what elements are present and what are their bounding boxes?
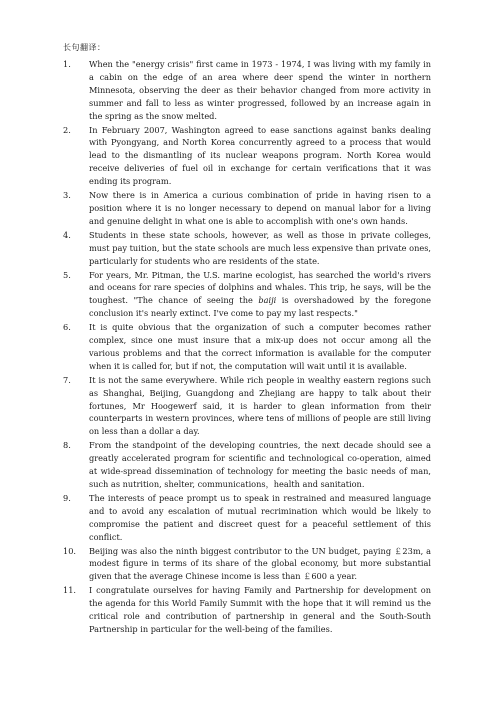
item-text: I congratulate ourselves for having Family and Partnership for development on the agenda for this World Family Summit with the hope that it will remind us the critical role and contribution of partnership in general and the South-South Partnership in particular for the well-being of the families.	[89, 585, 431, 634]
list-item	[63, 189, 431, 228]
list-item	[63, 124, 431, 189]
item-number: 6.	[63, 322, 71, 333]
list-item	[63, 321, 431, 373]
item-number: 4.	[63, 229, 71, 240]
item-text-part: For years, Mr. Pitman, the U.S. marine ecologist, has searched the world's rivers and oceans for rare species of dolphins and whales. This trip, he says, will be the toughest. "The chance of seeing the	[89, 269, 431, 306]
item-number: 5.	[63, 269, 71, 280]
list-item	[63, 439, 431, 491]
item-text: From the standpoint of the developing countries, the next decade should see a greatly accelerated program for scientific and technological co-operation, aimed at wide-spread dissemination of technology for meeting the basic needs of man, such as nutrition, shelter, communications，health and sanitation.	[89, 440, 431, 489]
item-number: 2.	[63, 124, 71, 135]
list-item	[63, 584, 431, 636]
item-number: 11.	[63, 585, 77, 596]
sentence-list	[63, 58, 431, 637]
item-text: Now there is in America a curious combination of pride in having risen to a position where it is no longer necessary to depend on manual labor for a living and genuine delight in what one is able to accomplish with one's own hands.	[89, 190, 431, 226]
item-number: 7.	[63, 374, 71, 385]
item-number: 9.	[63, 492, 71, 503]
item-text: It is quite obvious that the organization of such a computer becomes rather complex, since one must insure that a mix-up does not occur among all the various problems and that the correct information is available for the computer when it is called for, but if not, the computation will wait until it is available.	[89, 322, 431, 371]
item-number: 10.	[63, 545, 77, 556]
item-text: In February 2007, Washington agreed to ease sanctions against banks dealing with Pyongyang, and North Korea concurrently agreed to a process that would lead to the dismantling of its nuclear weapons program. North Korea would receive deliveries of fuel oil in exchange for certain verifications that it was ending its program.	[89, 124, 431, 187]
item-text: When the "energy crisis" first came in 1973 - 1974, I was living with my family in a cabin on the edge of an area where deer spend the winter in northern Minnesota, observing the deer as their behavior changed from more activity in summer and fall to less as winter progressed, followed by an increase again in the spring as the snow melted.	[89, 59, 431, 121]
list-item	[63, 269, 431, 321]
item-number: 1.	[63, 59, 71, 69]
item-text: It is not the same everywhere. While rich people in wealthy eastern regions such as Shanghai, Beijing, Guangdong and Zhejiang are happy to talk about their fortunes, Mr Hoogewerf said, it is harder to glean information from their counterparts in western provinces, where tens of millions of people are still living on less than a dollar a day.	[89, 374, 431, 437]
page-heading: 长句翻译：	[63, 43, 106, 52]
item-text-italic: baiji	[258, 295, 277, 306]
list-item	[63, 229, 431, 268]
list-item	[63, 374, 431, 439]
item-text: The interests of peace prompt us to speak in restrained and measured language and to avoid any escalation of mutual recrimination which would be likely to compromise the patient and discreet quest for a peaceful settlement of this conflict.	[89, 492, 431, 542]
item-text-part: is overshadowed by the foregone conclusion it's nearly extinct. I've come to pay my last respects."	[89, 295, 431, 319]
list-item	[63, 492, 431, 544]
list-item	[63, 545, 431, 584]
item-text: Students in these state schools, however, as well as those in private colleges, must pay tuition, but the state schools are much less expensive than private ones, particularly for students who are residents of the state.	[89, 229, 431, 266]
list-item	[63, 58, 431, 123]
item-number: 3.	[63, 190, 71, 201]
item-number: 8.	[63, 440, 71, 451]
item-text: Beijing was also the ninth biggest contributor to the UN budget, paying ￡23m, a modest figure in terms of its share of the global economy, but more substantial given that the average Chinese income is less than ￡600 a year.	[89, 545, 431, 582]
